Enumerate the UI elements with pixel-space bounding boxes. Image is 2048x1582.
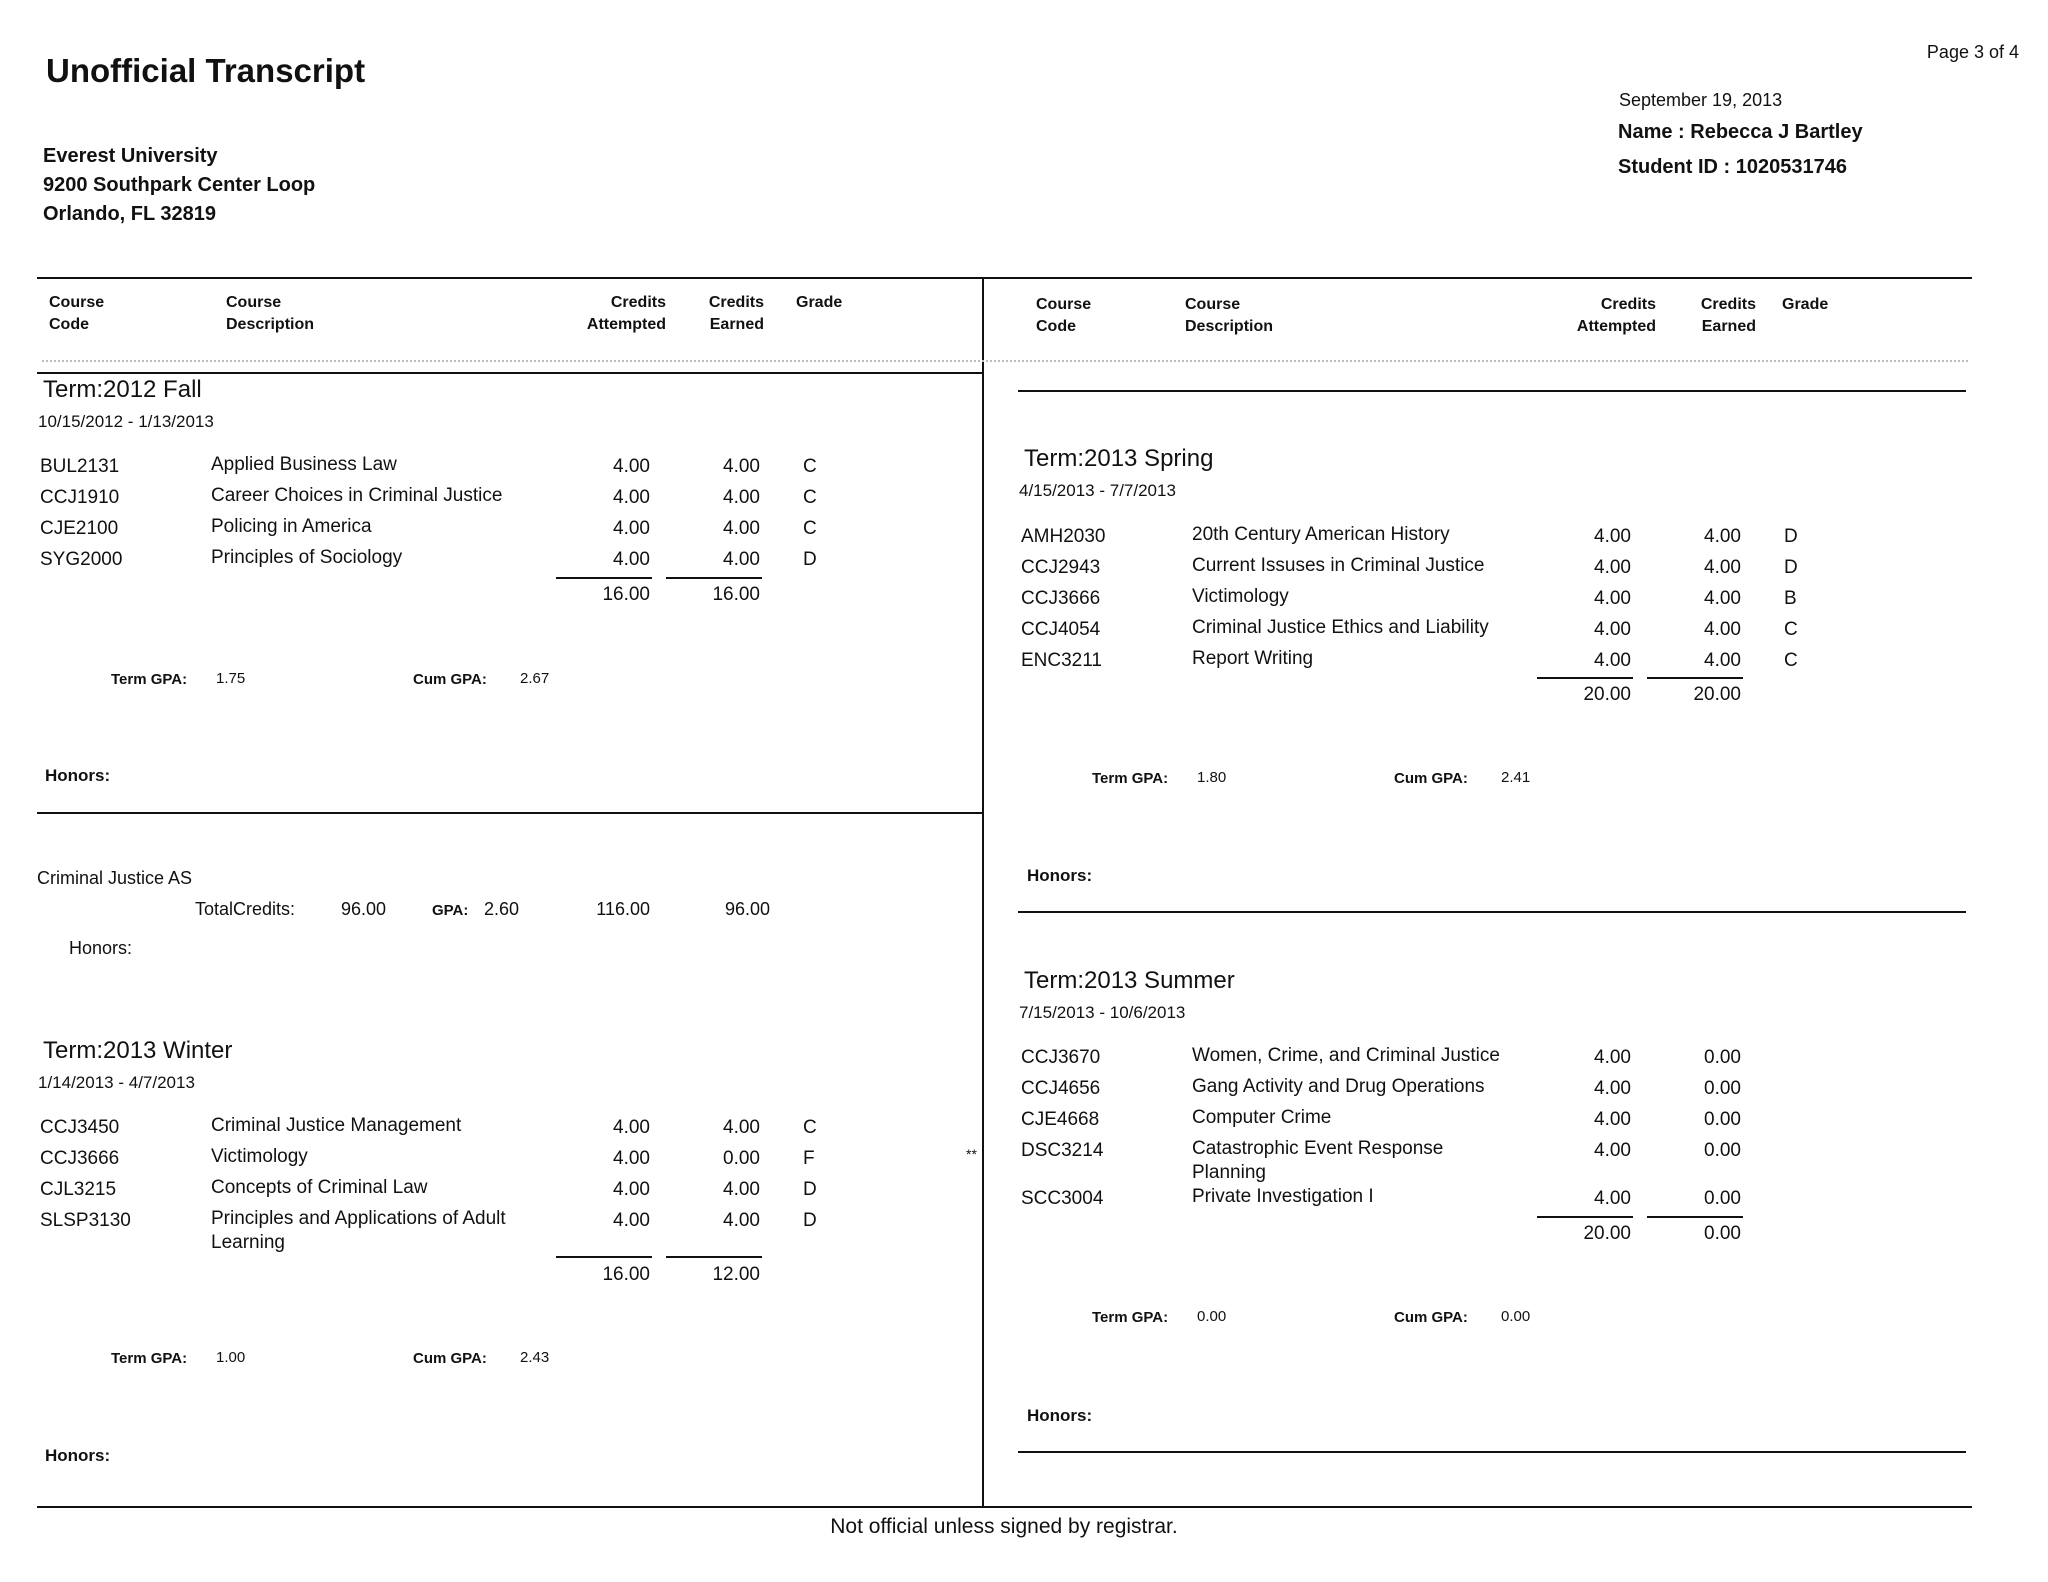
school-city: Orlando, FL 32819 xyxy=(43,203,217,225)
term-gpa-label: Term GPA: xyxy=(1092,1309,1169,1326)
total-earned: 0.00 xyxy=(1704,1223,1741,1244)
credits-attempted: 4.00 xyxy=(613,1117,650,1138)
grade: C xyxy=(1784,650,1798,671)
cum-gpa-value: 2.41 xyxy=(1501,769,1531,786)
credits-earned: 4.00 xyxy=(1704,526,1741,547)
credits-attempted: 4.00 xyxy=(613,456,650,477)
term-title: Term:2013 Summer xyxy=(1024,967,1235,994)
credits-earned: 0.00 xyxy=(1704,1047,1741,1068)
honors-label: Honors: xyxy=(45,1446,111,1465)
grade: C xyxy=(803,487,817,508)
student-id: Student ID : 1020531746 xyxy=(1618,156,1847,178)
course-code: CJL3215 xyxy=(40,1179,117,1200)
total-attempted: 20.00 xyxy=(1583,684,1631,705)
credits-earned: 4.00 xyxy=(723,1179,760,1200)
term-title: Term:2012 Fall xyxy=(43,376,202,403)
credits-earned: 0.00 xyxy=(1704,1109,1741,1130)
grade: D xyxy=(1784,526,1798,547)
cum-gpa-label: Cum GPA: xyxy=(1394,770,1468,787)
total-earned: 20.00 xyxy=(1693,684,1741,705)
credits-attempted: 4.00 xyxy=(613,1210,650,1231)
course-description: Criminal Justice Management xyxy=(211,1115,462,1136)
course-description: Private Investigation I xyxy=(1192,1186,1374,1207)
header-grade: Grade xyxy=(1782,296,1829,313)
credits-earned: 0.00 xyxy=(1704,1140,1741,1161)
credits-earned: 4.00 xyxy=(1704,588,1741,609)
credits-earned: 4.00 xyxy=(723,456,760,477)
cum-gpa-value: 2.67 xyxy=(520,670,550,687)
credits-earned: 0.00 xyxy=(1704,1188,1741,1209)
course-description: Principles of Sociology xyxy=(211,547,403,568)
total-rule xyxy=(1537,677,1633,679)
credits-attempted: 4.00 xyxy=(1594,1109,1631,1130)
program-gpa-value: 2.60 xyxy=(484,899,520,919)
course-description: Principles and Applications of Adult xyxy=(211,1208,506,1229)
school-street: 9200 Southpark Center Loop xyxy=(43,174,316,196)
credits-attempted: 4.00 xyxy=(613,518,650,539)
course-description: Women, Crime, and Criminal Justice xyxy=(1192,1045,1500,1066)
header-credits-earned: Credits Earned xyxy=(1700,296,1756,335)
total-rule xyxy=(666,577,762,579)
header-course-code: Course Code xyxy=(49,294,105,333)
credits-attempted: 4.00 xyxy=(613,1179,650,1200)
total-attempted: 16.00 xyxy=(602,584,650,605)
school-name: Everest University xyxy=(43,145,218,167)
course-code: CCJ2943 xyxy=(1021,557,1101,578)
program-gpa-label: GPA: xyxy=(432,902,469,919)
grade: F xyxy=(803,1148,815,1169)
course-code: SLSP3130 xyxy=(40,1210,131,1231)
course-description: Catastrophic Event Response xyxy=(1192,1138,1444,1159)
term-dates: 4/15/2013 - 7/7/2013 xyxy=(1019,481,1176,500)
course-description: Criminal Justice Ethics and Liability xyxy=(1192,617,1489,638)
credits-attempted: 4.00 xyxy=(1594,1078,1631,1099)
right-header-rule xyxy=(1018,390,1966,392)
course-description: Report Writing xyxy=(1192,648,1314,669)
grade: D xyxy=(803,1210,817,1231)
program-honors-label: Honors: xyxy=(69,938,133,958)
total-attempted: 16.00 xyxy=(602,1264,650,1285)
transcript-date: September 19, 2013 xyxy=(1619,90,1783,110)
credits-earned: 4.00 xyxy=(723,487,760,508)
cum-gpa-label: Cum GPA: xyxy=(1394,1309,1468,1326)
footer-note: Not official unless signed by registrar. xyxy=(830,1515,1178,1538)
course-code: AMH2030 xyxy=(1021,526,1106,547)
header-credits-attempted: Credits Attempted xyxy=(586,294,666,333)
course-description: Policing in America xyxy=(211,516,372,537)
header-credits-earned: Credits Earned xyxy=(708,294,764,333)
course-description: Current Issuses in Criminal Justice xyxy=(1192,555,1485,576)
term-gpa-value: 1.75 xyxy=(216,670,246,687)
course-code: SYG2000 xyxy=(40,549,123,570)
header-credits-attempted: Credits Attempted xyxy=(1576,296,1656,335)
course-description-continued: Planning xyxy=(1192,1162,1266,1183)
course-description: 20th Century American History xyxy=(1192,524,1450,545)
credits-earned: 4.00 xyxy=(723,549,760,570)
term-title: Term:2013 Winter xyxy=(43,1037,233,1064)
credits-earned: 0.00 xyxy=(723,1148,760,1169)
credits-earned: 4.00 xyxy=(723,1210,760,1231)
cum-gpa-value: 2.43 xyxy=(520,1349,550,1366)
credits-attempted: 4.00 xyxy=(1594,1140,1631,1161)
total-rule xyxy=(556,1256,652,1258)
header-course-description: Course Description xyxy=(226,294,315,333)
course-code: CCJ3666 xyxy=(1021,588,1101,609)
credits-attempted: 4.00 xyxy=(1594,557,1631,578)
header-course-description: Course Description xyxy=(1185,296,1274,335)
cum-gpa-value: 0.00 xyxy=(1501,1308,1531,1325)
credits-attempted: 4.00 xyxy=(613,1148,650,1169)
credits-earned: 4.00 xyxy=(1704,619,1741,640)
total-earned: 16.00 xyxy=(712,584,760,605)
student-name: Name : Rebecca J Bartley xyxy=(1618,121,1863,143)
course-description: Concepts of Criminal Law xyxy=(211,1177,428,1198)
course-code: SCC3004 xyxy=(1021,1188,1104,1209)
course-code: CCJ3666 xyxy=(40,1148,120,1169)
fall-term-end-rule xyxy=(37,812,983,814)
term-title: Term:2013 Spring xyxy=(1024,445,1214,472)
credits-earned: 4.00 xyxy=(1704,557,1741,578)
course-code: CCJ4656 xyxy=(1021,1078,1101,1099)
course-description: Victimology xyxy=(211,1146,308,1167)
course-code: CCJ1910 xyxy=(40,487,120,508)
header-grade: Grade xyxy=(796,294,843,311)
left-header-rule xyxy=(37,372,983,374)
course-code: CJE4668 xyxy=(1021,1109,1100,1130)
grade: B xyxy=(1784,588,1797,609)
course-code: CCJ3670 xyxy=(1021,1047,1101,1068)
credits-attempted: 4.00 xyxy=(1594,1047,1631,1068)
term-gpa-label: Term GPA: xyxy=(111,1350,188,1367)
term-gpa-value: 1.00 xyxy=(216,1349,246,1366)
honors-label: Honors: xyxy=(45,766,111,785)
total-earned: 12.00 xyxy=(712,1264,760,1285)
total-credits-value: 96.00 xyxy=(341,899,387,919)
credits-earned: 0.00 xyxy=(1704,1078,1741,1099)
course-code: ENC3211 xyxy=(1021,650,1102,671)
total-rule xyxy=(1647,1216,1743,1218)
course-code: DSC3214 xyxy=(1021,1140,1104,1161)
cum-gpa-label: Cum GPA: xyxy=(413,671,487,688)
credits-earned: 4.00 xyxy=(1704,650,1741,671)
page-number: Page 3 of 4 xyxy=(1926,42,2019,62)
term-gpa-value: 0.00 xyxy=(1197,1308,1227,1325)
course-description: Gang Activity and Drug Operations xyxy=(1192,1076,1485,1097)
term-gpa-label: Term GPA: xyxy=(1092,770,1169,787)
grade: D xyxy=(1784,557,1798,578)
credits-attempted: 4.00 xyxy=(1594,619,1631,640)
term-dates: 1/14/2013 - 4/7/2013 xyxy=(38,1073,195,1092)
honors-label: Honors: xyxy=(1027,1406,1093,1425)
term-gpa-value: 1.80 xyxy=(1197,769,1227,786)
program-name: Criminal Justice AS xyxy=(37,868,193,888)
credits-earned: 4.00 xyxy=(723,518,760,539)
grade: C xyxy=(803,518,817,539)
header-course-code: Course Code xyxy=(1036,296,1092,335)
course-description: Career Choices in Criminal Justice xyxy=(211,485,503,506)
grade: C xyxy=(803,1117,817,1138)
grade: C xyxy=(1784,619,1798,640)
term-dates: 7/15/2013 - 10/6/2013 xyxy=(1019,1003,1186,1022)
top-rule xyxy=(37,277,1972,279)
course-description-continued: Learning xyxy=(211,1232,285,1253)
total-rule xyxy=(1537,1216,1633,1218)
course-description: Computer Crime xyxy=(1192,1107,1332,1128)
term-dates: 10/15/2012 - 1/13/2013 xyxy=(38,412,214,431)
honors-label: Honors: xyxy=(1027,866,1093,885)
credits-attempted: 4.00 xyxy=(1594,1188,1631,1209)
program-credits-attempted: 116.00 xyxy=(596,899,650,919)
course-description: Applied Business Law xyxy=(211,454,397,475)
term-gpa-label: Term GPA: xyxy=(111,671,188,688)
total-rule xyxy=(666,1256,762,1258)
page-title: Unofficial Transcript xyxy=(46,52,366,89)
total-rule xyxy=(556,577,652,579)
course-code: CJE2100 xyxy=(40,518,119,539)
grade: D xyxy=(803,1179,817,1200)
course-code: CCJ3450 xyxy=(40,1117,120,1138)
grade: C xyxy=(803,456,817,477)
column-divider xyxy=(982,277,984,1506)
credits-earned: 4.00 xyxy=(723,1117,760,1138)
spring-term-end-rule xyxy=(1018,911,1966,913)
header-dotted-rule xyxy=(42,360,1968,362)
course-description: Victimology xyxy=(1192,586,1289,607)
credits-attempted: 4.00 xyxy=(1594,650,1631,671)
repeat-marker: ** xyxy=(966,1146,977,1162)
total-rule xyxy=(1647,677,1743,679)
credits-attempted: 4.00 xyxy=(1594,588,1631,609)
course-code: BUL2131 xyxy=(40,456,120,477)
course-code: CCJ4054 xyxy=(1021,619,1101,640)
total-attempted: 20.00 xyxy=(1583,1223,1631,1244)
summer-term-end-rule xyxy=(1018,1451,1966,1453)
bottom-rule xyxy=(37,1506,1972,1508)
grade: D xyxy=(803,549,817,570)
program-credits-earned: 96.00 xyxy=(724,899,770,919)
total-credits-label: TotalCredits: xyxy=(195,899,296,919)
credits-attempted: 4.00 xyxy=(613,549,650,570)
credits-attempted: 4.00 xyxy=(1594,526,1631,547)
credits-attempted: 4.00 xyxy=(613,487,650,508)
cum-gpa-label: Cum GPA: xyxy=(413,1350,487,1367)
